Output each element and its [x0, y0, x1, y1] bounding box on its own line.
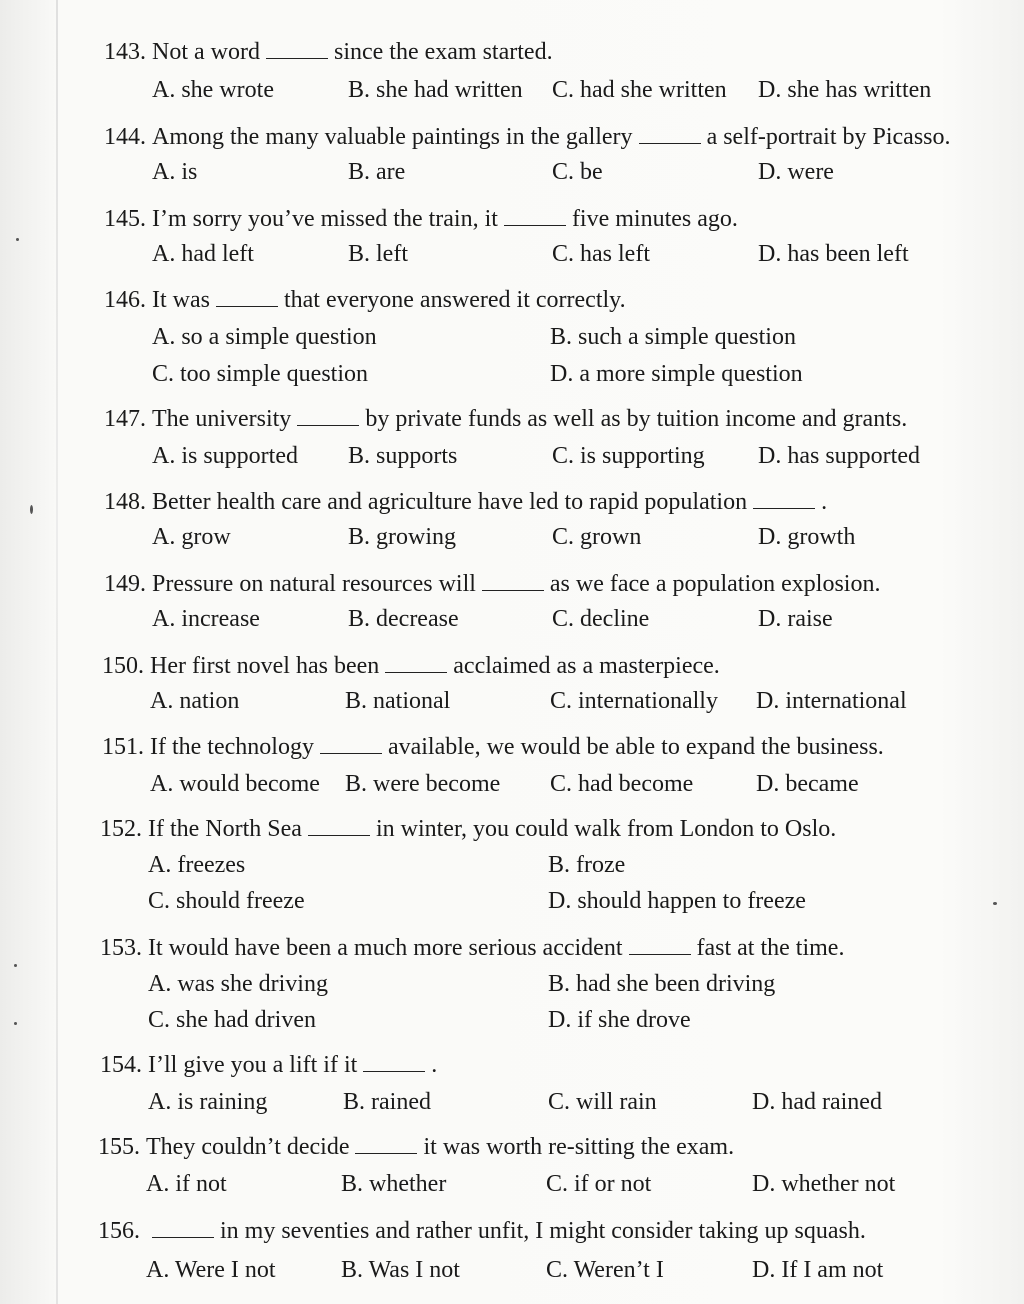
answer-option-c: C. if or not [546, 1171, 652, 1197]
answer-option-d: D. If I am not [752, 1257, 884, 1283]
question-text-before-blank: The university [152, 406, 292, 432]
question-stem [98, 1133, 734, 1161]
answer-option-a: A. so a simple question [152, 324, 377, 350]
answer-option-d: D. she has written [758, 77, 932, 103]
answer-option-c: C. grown [552, 524, 642, 550]
answer-option-b: B. rained [343, 1089, 431, 1115]
question-text-before-blank: I’ll give you a lift if it [148, 1052, 358, 1078]
question-text-after-blank: in winter, you could walk from London to Oslo. [375, 816, 837, 842]
answer-option-d: D. international [756, 688, 907, 714]
answer-blank [385, 654, 447, 673]
scan-speck [16, 238, 19, 241]
answer-blank [266, 40, 328, 59]
answer-option-b: B. growing [348, 524, 456, 550]
answer-blank [216, 288, 278, 307]
answer-blank [297, 407, 359, 426]
question-text-after-blank: acclaimed as a masterpiece. [453, 653, 720, 679]
question-stem [100, 1051, 437, 1079]
question-text-after-blank: as we face a population explosion. [549, 571, 881, 597]
answer-option-c: C. will rain [548, 1089, 657, 1115]
answer-option-d: D. had rained [752, 1089, 882, 1115]
answer-option-b: B. are [348, 159, 406, 185]
answer-option-a: A. would become [150, 771, 320, 797]
answer-option-d: D. has been left [758, 241, 909, 267]
answer-option-c: C. she had driven [148, 1007, 316, 1033]
answer-blank [363, 1053, 425, 1072]
answer-blank [629, 936, 691, 955]
scan-speck [993, 902, 997, 905]
question-text-before-blank: Her first novel has been [150, 653, 380, 679]
answer-option-d: D. has supported [758, 443, 920, 469]
scan-speck [14, 1022, 17, 1025]
question-text-after-blank: it was worth re-sitting the exam. [423, 1134, 735, 1160]
question-text-after-blank: . [821, 489, 828, 515]
answer-option-a: A. was she driving [148, 971, 328, 997]
question-text-after-blank: . [431, 1052, 438, 1078]
answer-blank [320, 735, 382, 754]
answer-option-c: C. too simple question [152, 361, 368, 387]
question-text-after-blank: by private funds as well as by tuition income and grants. [365, 406, 908, 432]
answer-option-c: C. should freeze [148, 888, 305, 914]
question-text-before-blank: I’m sorry you’ve missed the train, it [152, 206, 498, 232]
question-stem [102, 652, 720, 680]
answer-option-a: A. is [152, 159, 198, 185]
question-text-before-blank: They couldn’t decide [146, 1134, 350, 1160]
answer-option-d: D. should happen to freeze [548, 888, 806, 914]
answer-option-c: C. Weren’t I [546, 1257, 664, 1283]
answer-option-a: A. she wrote [152, 77, 274, 103]
answer-option-b: B. she had written [348, 77, 523, 103]
answer-option-d: D. became [756, 771, 859, 797]
answer-option-b: B. froze [548, 852, 626, 878]
question-number: 149. [104, 571, 146, 597]
answer-option-a: A. if not [146, 1171, 227, 1197]
question-text-after-blank: fast at the time. [696, 935, 845, 961]
question-text-before-blank: Pressure on natural resources will [152, 571, 476, 597]
question-text-after-blank: available, we would be able to expand the business. [387, 734, 884, 760]
question-stem [100, 815, 836, 843]
question-text-before-blank: Better health care and agriculture have led to rapid population [152, 489, 748, 515]
question-stem [104, 123, 951, 151]
question-text-after-blank: in my seventies and rather unfit, I might consider taking up squash. [220, 1218, 866, 1244]
question-text-after-blank: five minutes ago. [571, 206, 738, 232]
question-number: 154. [100, 1052, 142, 1078]
question-stem [102, 733, 884, 761]
question-text-before-blank: Not a word [152, 39, 260, 65]
question-text-before-blank: If the technology [150, 734, 314, 760]
answer-option-b: B. whether [341, 1171, 447, 1197]
answer-option-d: D. if she drove [548, 1007, 691, 1033]
answer-option-a: A. had left [152, 241, 254, 267]
answer-option-a: A. Were I not [146, 1257, 276, 1283]
answer-option-d: D. whether not [752, 1171, 896, 1197]
answer-option-d: D. were [758, 159, 834, 185]
question-stem [104, 205, 738, 233]
answer-option-b: B. had she been driving [548, 971, 776, 997]
answer-option-d: D. a more simple question [550, 361, 803, 387]
question-stem [104, 286, 626, 314]
question-number: 145. [104, 206, 146, 232]
question-number: 150. [102, 653, 144, 679]
answer-blank [308, 817, 370, 836]
answer-option-b: B. left [348, 241, 408, 267]
answer-option-a: A. is raining [148, 1089, 268, 1115]
question-number: 153. [100, 935, 142, 961]
answer-option-c: C. had she written [552, 77, 727, 103]
question-text-before-blank: It was [152, 287, 210, 313]
question-number: 147. [104, 406, 146, 432]
answer-option-d: D. raise [758, 606, 833, 632]
question-text-after-blank: a self-portrait by Picasso. [706, 124, 951, 150]
page-edge-shadow [56, 0, 58, 1304]
answer-option-b: B. national [345, 688, 451, 714]
answer-option-b: B. Was I not [341, 1257, 460, 1283]
answer-option-a: A. increase [152, 606, 260, 632]
question-text-before-blank: It would have been a much more serious accident [148, 935, 623, 961]
question-text-after-blank: that everyone answered it correctly. [283, 287, 626, 313]
answer-option-b: B. such a simple question [550, 324, 796, 350]
answer-blank [753, 490, 815, 509]
question-number: 155. [98, 1134, 140, 1160]
question-stem [100, 934, 844, 962]
question-number: 144. [104, 124, 146, 150]
question-stem [104, 405, 907, 433]
answer-blank [504, 207, 566, 226]
question-number: 146. [104, 287, 146, 313]
question-stem [104, 38, 553, 66]
scan-speck [30, 505, 33, 514]
question-stem [104, 570, 880, 598]
answer-option-a: A. freezes [148, 852, 246, 878]
question-number: 151. [102, 734, 144, 760]
question-text-before-blank: Among the many valuable paintings in the gallery [152, 124, 633, 150]
answer-option-a: A. nation [150, 688, 240, 714]
answer-option-c: C. internationally [550, 688, 718, 714]
answer-option-b: B. supports [348, 443, 458, 469]
answer-blank [152, 1219, 214, 1238]
question-text-after-blank: since the exam started. [333, 39, 553, 65]
answer-option-c: C. be [552, 159, 603, 185]
question-number: 143. [104, 39, 146, 65]
question-number: 152. [100, 816, 142, 842]
scan-speck [14, 964, 17, 967]
answer-blank [639, 125, 701, 144]
answer-option-c: C. had become [550, 771, 694, 797]
answer-option-b: B. were become [345, 771, 501, 797]
answer-option-c: C. is supporting [552, 443, 705, 469]
question-number: 148. [104, 489, 146, 515]
answer-option-a: A. grow [152, 524, 231, 550]
answer-option-c: C. decline [552, 606, 650, 632]
question-stem [98, 1217, 866, 1245]
answer-option-d: D. growth [758, 524, 856, 550]
answer-option-a: A. is supported [152, 443, 298, 469]
question-text-before-blank: If the North Sea [148, 816, 302, 842]
answer-option-b: B. decrease [348, 606, 459, 632]
question-number: 156. [98, 1218, 140, 1244]
question-stem [104, 488, 827, 516]
answer-blank [482, 572, 544, 591]
answer-option-c: C. has left [552, 241, 650, 267]
answer-blank [355, 1135, 417, 1154]
